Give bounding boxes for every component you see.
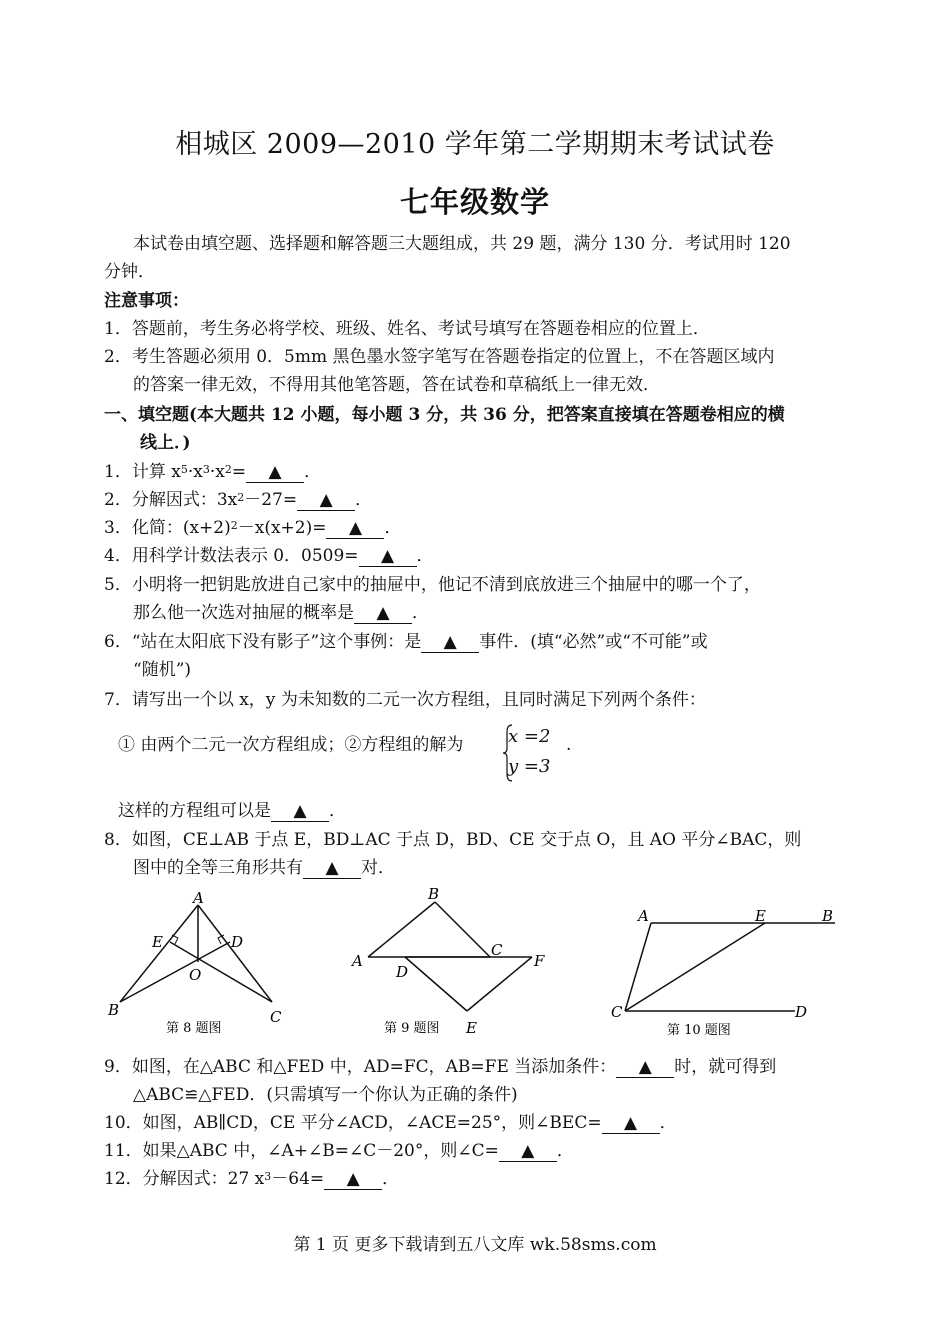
fig9-label-B: B (428, 885, 440, 903)
fig9-label-C: C (491, 941, 503, 959)
fig10-label-E: E (755, 907, 766, 925)
notes-heading: 注意事项： (104, 291, 189, 311)
fig8-label-B: B (108, 1001, 120, 1019)
q1-exp-3: 2 (224, 463, 232, 476)
q8-text: 对． (361, 858, 395, 878)
fig9-label-E: E (466, 1019, 477, 1037)
question-12: 12．分解因式：27 $x^3-64=$ ▲ ． (104, 1169, 400, 1189)
fig9-caption: 第 9 题图 (384, 1021, 440, 1036)
answer-blank: ▲ (246, 462, 304, 483)
fig8-label-O: O (189, 966, 202, 984)
fig8-caption: 第 8 题图 (166, 1021, 222, 1036)
exam-title: 相城区 2009—2010 学年第二学期期末考试试卷 (175, 129, 775, 160)
q8-text: 图中的全等三角形共有 (133, 858, 303, 878)
q3-text: －x(x+2)= (237, 518, 327, 538)
q3-exp: 2 (230, 519, 238, 532)
fig10-label-B: B (822, 907, 834, 925)
figures-row (100, 885, 860, 1045)
question-8-line-2 (133, 855, 878, 881)
intro-line-1: 本试卷由填空题、选择题和解答题三大题组成，共 29 题，满分 130 分．考试用时 120 (133, 234, 791, 254)
answer-blank: ▲ (602, 1113, 660, 1134)
fig8-label-C: C (270, 1008, 282, 1026)
question-2: 2．分解因式：$3x^2-27=$ ▲ ． (104, 490, 373, 510)
q10-text: 10．如图，AB∥CD，CE 平分∠ACD，∠ACE=25°，则∠BEC= (104, 1113, 602, 1133)
answer-blank: ▲ (616, 1057, 674, 1078)
answer-blank: ▲ (324, 1169, 382, 1190)
q2-text: 2．分解因式：3x (104, 490, 238, 510)
equation-y: y =3 (508, 756, 551, 777)
q7-text: 这样的方程组可以是 (118, 801, 271, 821)
equation-system (508, 722, 550, 782)
q3-text: 3．化简：(x+2) (104, 518, 231, 538)
answer-blank: ▲ (326, 518, 384, 539)
answer-blank: ▲ (499, 1141, 557, 1162)
page-footer: 第 1 页 更多下载请到五八文库 wk.58sms.com (293, 1235, 657, 1255)
fig10-caption: 第 10 题图 (667, 1023, 731, 1038)
q9-text: 9．如图，在△ABC 和△FED 中，AD=FC，AB=FE 当添加条件： (104, 1057, 617, 1077)
answer-blank: ▲ (421, 632, 479, 653)
q6-text: 6．“站在太阳底下没有影子”这个事例：是 (104, 632, 422, 652)
q1-exp-1: 5 (180, 463, 188, 476)
q12-exp: 3 (264, 1170, 272, 1183)
question-3: 3．化简：$(x+2)^2-x(x+2)=$ ▲ ． (104, 518, 402, 538)
notes-item-2-line-1: 2．考生答题必须用 0．5mm 黑色墨水签字笔写在答题卷指定的位置上，不在答题区域内 (104, 347, 775, 367)
notes-item-1: 1．答题前，考生务必将学校、班级、姓名、考试号填写在答题卷相应的位置上． (104, 319, 710, 339)
q2-text: －27= (244, 490, 298, 510)
notes-item-2-line-2: 的答案一律无效，不得用其他笔答题，答在试卷和草稿纸上一律无效． (133, 375, 660, 395)
question-1: 1．计算 $x^5\cdot x^3\cdot x^2=$ ▲ ． (104, 462, 322, 482)
q5-text: 那么他一次选对抽屉的概率是 (133, 603, 354, 623)
answer-blank: ▲ (297, 490, 355, 511)
q1-exp-2: 3 (202, 463, 210, 476)
fig10-label-A: A (638, 907, 649, 925)
section-1-heading: 一、填空题(本大题共 12 小题，每小题 3 分，共 36 分，把答案直接填在答题卷相应的横 (104, 405, 785, 425)
question-5-line-2: 那么他一次选对抽屉的概率是 ▲ ． (133, 603, 429, 623)
question-7-line-3: 这样的方程组可以是 ▲ ． (118, 801, 346, 821)
fig10-label-C: C (611, 1003, 623, 1021)
figure-8 (107, 889, 282, 1036)
q6-text: 事件．(填“必然”或“不可能”或 (479, 632, 708, 652)
question-8-line-1: 8．如图，CE⊥AB 于点 E，BD⊥AC 于点 D，BD、CE 交于点 O，且 AO 平分∠BAC，则 (104, 830, 802, 850)
figure-10 (611, 907, 835, 1038)
intro-line-2: 分钟． (104, 262, 155, 282)
question-7-conditions: ① 由两个二元一次方程组成；②方程组的解为 (118, 735, 464, 755)
fig8-label-D: D (231, 933, 244, 951)
figure-9 (350, 885, 545, 1037)
answer-blank: ▲ (354, 603, 412, 624)
q2-exp: 2 (237, 491, 245, 504)
question-9-line-2: △ABC≌△FED．(只需填写一个你认为正确的条件) (133, 1085, 518, 1105)
q1-text: 1．计算 x (104, 462, 181, 482)
q7-period: . (566, 735, 572, 755)
fig9-label-A: A (352, 952, 363, 970)
fig9-label-D: D (396, 963, 409, 981)
q11-text: 11．如果△ABC 中，∠A+∠B=∠C－20°，则∠C= (104, 1141, 499, 1161)
question-9 (104, 1054, 849, 1080)
section-1-heading-cont: 线上．) (140, 433, 191, 453)
answer-blank: ▲ (359, 546, 417, 567)
equation-x: x =2 (508, 726, 551, 747)
q12-text: 12．分解因式：27 x (104, 1169, 265, 1189)
fig9-label-F: F (534, 952, 545, 970)
fig8-label-E: E (152, 933, 163, 951)
question-4: 4．用科学计数法表示 0．0509= ▲ ． (104, 546, 434, 566)
fig10-label-D: D (795, 1003, 808, 1021)
q4-text: 4．用科学计数法表示 0．0509= (104, 546, 359, 566)
question-7-line-1: 7．请写出一个以 x，y 为未知数的二元一次方程组，且同时满足下列两个条件： (104, 690, 706, 710)
q1-text: ·x (209, 462, 225, 482)
question-6-line-2: “随机”) (133, 660, 192, 680)
q9-text: 时，就可得到 (674, 1057, 777, 1077)
exam-subtitle: 七年级数学 (399, 185, 550, 219)
question-10: 10．如图，AB∥CD，CE 平分∠ACD，∠ACE=25°，则∠BEC= ▲ ． (104, 1113, 677, 1133)
answer-blank: ▲ (303, 858, 361, 879)
q1-text: = (231, 462, 247, 482)
question-6 (104, 629, 849, 655)
question-11: 11．如果△ABC 中，∠A+∠B=∠C－20°，则∠C= ▲ ． (104, 1141, 574, 1161)
q12-text: －64= (271, 1169, 325, 1189)
fig8-label-A: A (193, 889, 204, 907)
q1-text: ·x (187, 462, 203, 482)
answer-blank: ▲ (271, 801, 329, 822)
question-5-line-1: 5．小明将一把钥匙放进自己家中的抽屉中，他记不清到底放进三个抽屉中的哪一个了， (104, 575, 761, 595)
